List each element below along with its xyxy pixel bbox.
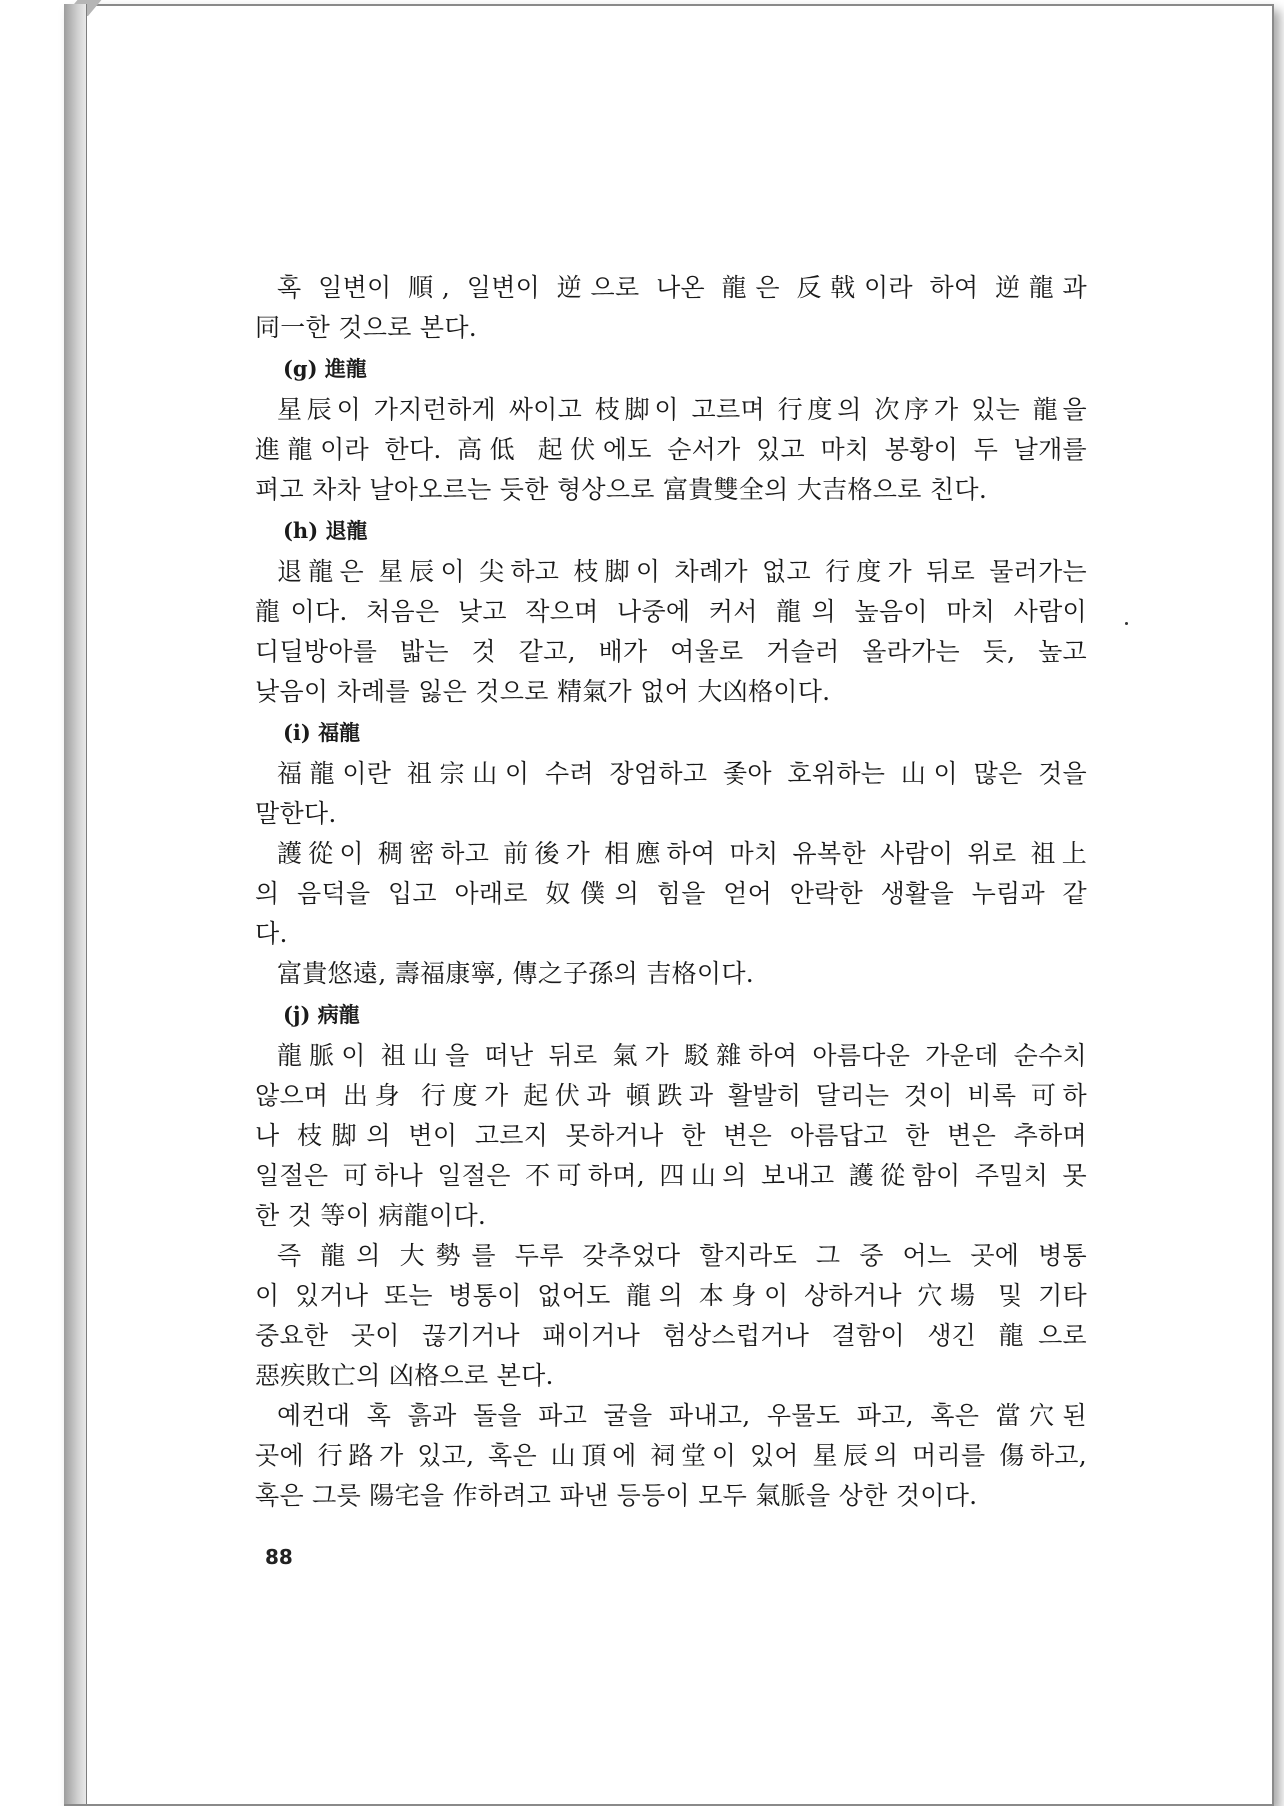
text-line: 한 것 等이 病龍이다. [255, 1201, 487, 1230]
text-line: 進龍이라 한다. 高低 起伏에도 순서가 있고 마치 봉황이 두 날개를 [255, 435, 1087, 464]
text-line: 일절은 可하나 일절은 不可하며, 四山의 보내고 護從함이 주밀치 못 [255, 1161, 1087, 1190]
text-line: 同一한 것으로 본다. [255, 313, 478, 342]
section-subheading: (i) 福龍 [283, 720, 361, 745]
text-line: 退龍은 星辰이 尖하고 枝脚이 차례가 없고 行度가 뒤로 물러가는 [277, 557, 1087, 586]
text-line: 星辰이 가지런하게 싸이고 枝脚이 고르며 行度의 次序가 있는 龍을 [277, 395, 1087, 424]
paragraph [255, 552, 1087, 712]
text-line: 의 음덕을 입고 아래로 奴僕의 힘을 얻어 안락한 생활을 누림과 같 [255, 879, 1087, 908]
paragraph [255, 1396, 1087, 1516]
text-line: 나 枝脚의 변이 고르지 못하거나 한 변은 아름답고 한 변은 추하며 [255, 1121, 1087, 1150]
book-spine [64, 4, 87, 1804]
text-line: 富貴悠遠, 壽福康寧, 傳之子孫의 吉格이다. [277, 959, 755, 988]
section-subheading: (h) 退龍 [283, 518, 368, 543]
paragraph [255, 268, 1087, 348]
text-line: 즉 龍의 大勢를 두루 갖추었다 할지라도 그 중 어느 곳에 병통 [277, 1241, 1087, 1270]
text-line: 護從이 稠密하고 前後가 相應하여 마치 유복한 사람이 위로 祖上 [277, 839, 1087, 868]
section-subheading: (g) 進龍 [283, 356, 367, 381]
paragraph [255, 754, 1087, 834]
text-line: 惡疾敗亡의 凶格으로 본다. [255, 1361, 554, 1390]
paragraph [255, 834, 1087, 954]
text-line: 말한다. [255, 799, 337, 828]
text-line: 디딜방아를 밟는 것 같고, 배가 여울로 거슬러 올라가는 듯, 높고 [255, 637, 1087, 666]
text-line: 곳에 行路가 있고, 혹은 山頂에 祠堂이 있어 星辰의 머리를 傷하고, [255, 1441, 1087, 1470]
text-line: 龍脈이 祖山을 떠난 뒤로 氣가 駁雜하여 아름다운 가운데 순수치 [277, 1041, 1087, 1070]
text-line: 중요한 곳이 끊기거나 패이거나 험상스럽거나 결함이 생긴 龍으로 [255, 1321, 1087, 1350]
paragraph [255, 1236, 1087, 1396]
paragraph [255, 954, 1087, 994]
text-line: 혹 일변이 順, 일변이 逆으로 나온 龍은 反戟이라 하여 逆龍과 [277, 273, 1087, 302]
text-line: 않으며 出身 行度가 起伏과 頓跌과 활발히 달리는 것이 비록 可하 [255, 1081, 1087, 1110]
paragraph [255, 1036, 1087, 1236]
text-line: 이 있거나 또는 병통이 없어도 龍의 本身이 상하거나 穴場 및 기타 [255, 1281, 1087, 1310]
text-line: 예컨대 혹 흙과 돌을 파고 굴을 파내고, 우물도 파고, 혹은 當穴된 [277, 1401, 1087, 1430]
text-line: 福龍이란 祖宗山이 수려 장엄하고 좇아 호위하는 山이 많은 것을 [277, 759, 1087, 788]
body-text [255, 268, 1087, 1516]
page-number: 88 [265, 1545, 293, 1569]
text-line: 혹은 그릇 陽宅을 作하려고 파낸 등등이 모두 氣脈을 상한 것이다. [255, 1481, 978, 1510]
paragraph [255, 390, 1087, 510]
text-line: 다. [255, 919, 288, 948]
text-line: 龍이다. 처음은 낮고 작으며 나중에 커서 龍의 높음이 마치 사람이 [255, 597, 1087, 626]
text-line: 낮음이 차례를 잃은 것으로 精氣가 없어 大凶格이다. [255, 677, 831, 706]
text-line: 펴고 차차 날아오르는 듯한 형상으로 富貴雙全의 大吉格으로 친다. [255, 475, 988, 504]
scan-speck [1125, 622, 1128, 625]
section-subheading: (j) 病龍 [283, 1002, 360, 1027]
